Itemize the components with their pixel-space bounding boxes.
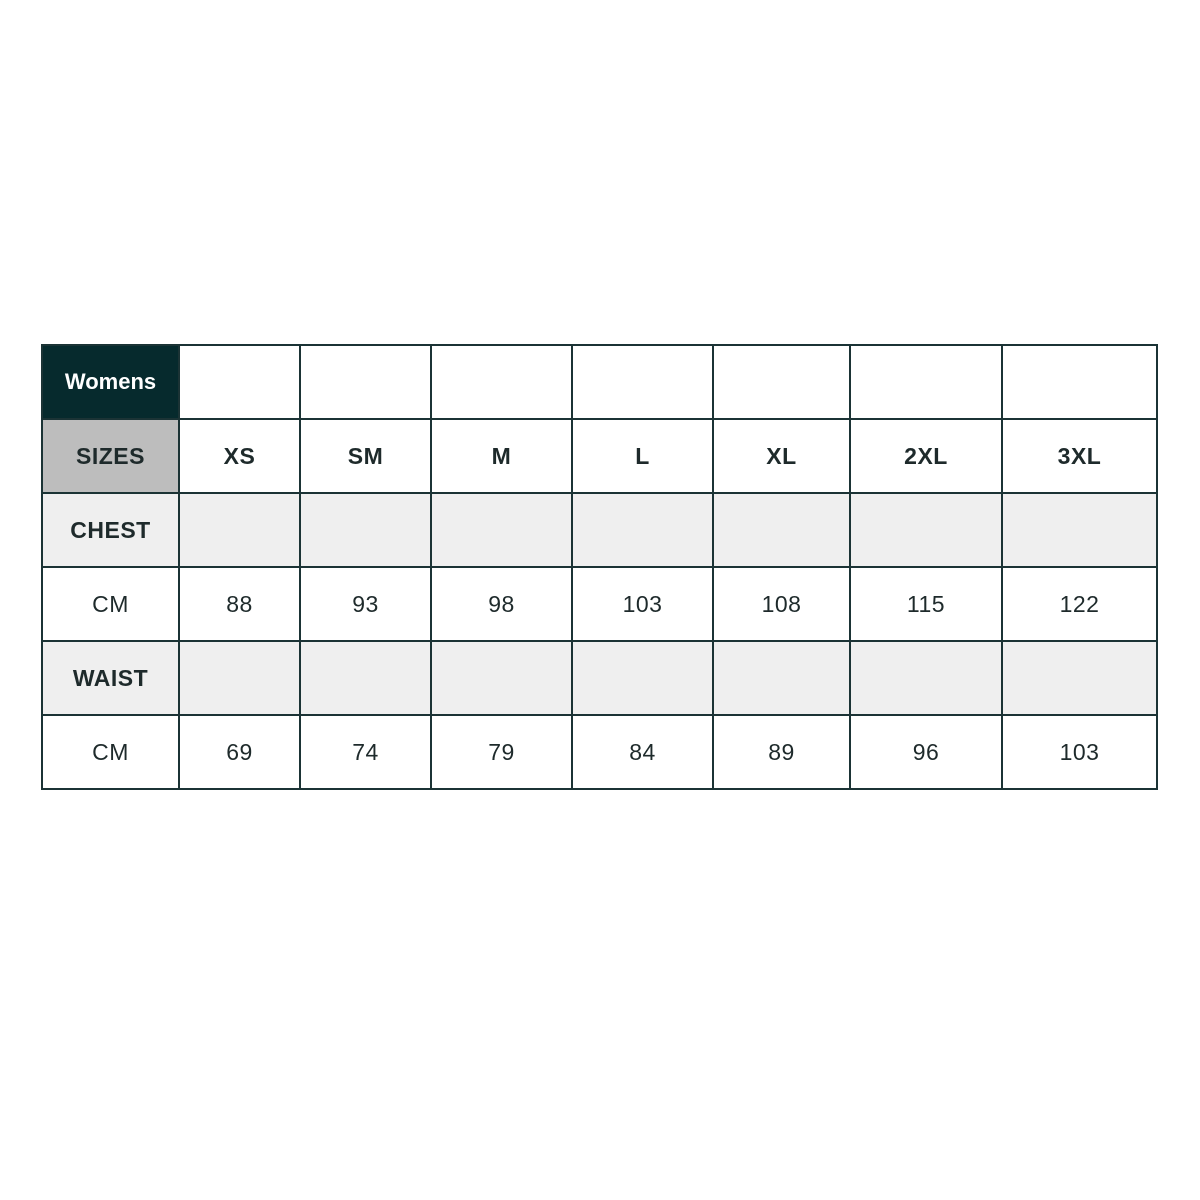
size-header: L: [572, 419, 713, 493]
empty-cell: [572, 345, 713, 419]
chest-value: 88: [179, 567, 300, 641]
size-header: SM: [300, 419, 431, 493]
empty-cell: [431, 641, 572, 715]
waist-value: 89: [713, 715, 850, 789]
empty-cell: [300, 641, 431, 715]
waist-value: 74: [300, 715, 431, 789]
waist-value: 96: [850, 715, 1002, 789]
empty-cell: [850, 641, 1002, 715]
empty-cell: [300, 493, 431, 567]
empty-cell: [850, 493, 1002, 567]
brand-label: Womens: [42, 345, 179, 419]
size-chart-table: [41, 344, 1158, 790]
empty-cell: [179, 493, 300, 567]
unit-label: CM: [42, 567, 179, 641]
waist-value: 69: [179, 715, 300, 789]
waist-value: 103: [1002, 715, 1157, 789]
size-header: 2XL: [850, 419, 1002, 493]
empty-cell: [431, 345, 572, 419]
waist-value: 84: [572, 715, 713, 789]
sizes-row: [42, 419, 1157, 493]
chest-value: 98: [431, 567, 572, 641]
size-header: XS: [179, 419, 300, 493]
chest-value: 115: [850, 567, 1002, 641]
chest-value: 122: [1002, 567, 1157, 641]
waist-label: WAIST: [42, 641, 179, 715]
empty-cell: [572, 641, 713, 715]
empty-cell: [179, 345, 300, 419]
chest-value: 108: [713, 567, 850, 641]
empty-cell: [300, 345, 431, 419]
empty-cell: [713, 641, 850, 715]
empty-cell: [850, 345, 1002, 419]
empty-cell: [431, 493, 572, 567]
waist-section-row: [42, 641, 1157, 715]
empty-cell: [1002, 345, 1157, 419]
chest-label: CHEST: [42, 493, 179, 567]
waist-value: 79: [431, 715, 572, 789]
empty-cell: [1002, 493, 1157, 567]
empty-cell: [572, 493, 713, 567]
size-header: M: [431, 419, 572, 493]
empty-cell: [179, 641, 300, 715]
chest-section-row: [42, 493, 1157, 567]
empty-cell: [713, 345, 850, 419]
chest-values-row: [42, 567, 1157, 641]
brand-row: [42, 345, 1157, 419]
empty-cell: [713, 493, 850, 567]
size-header: XL: [713, 419, 850, 493]
size-header: 3XL: [1002, 419, 1157, 493]
unit-label: CM: [42, 715, 179, 789]
empty-cell: [1002, 641, 1157, 715]
chest-value: 93: [300, 567, 431, 641]
sizes-label: SIZES: [42, 419, 179, 493]
waist-values-row: [42, 715, 1157, 789]
chest-value: 103: [572, 567, 713, 641]
